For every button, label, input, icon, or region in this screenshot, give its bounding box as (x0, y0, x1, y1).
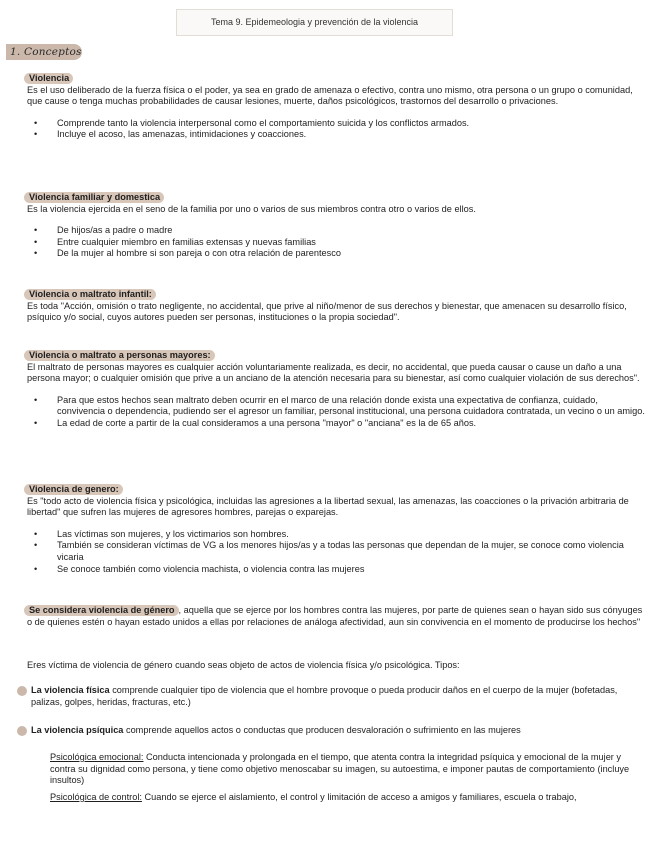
bullet-list (27, 395, 645, 430)
psicologica-emocional (50, 752, 630, 787)
control-text: Cuando se ejerce el aislamiento, el control y limitación de acceso a amigos y familiares, escuela o trabajo, (141, 792, 577, 802)
header-title: Tema 9. Epidemeologia y prevención de la violencia (210, 16, 419, 27)
section-title: Violencia o maltrato infantil: (24, 289, 156, 300)
section-title: Violencia familiar y domestica (24, 192, 164, 203)
bullet-list (27, 118, 645, 141)
section-violencia-familiar (27, 192, 645, 260)
violencia-psiquica-item (13, 725, 645, 737)
section-text (27, 605, 645, 628)
section-text: Es el uso deliberado de la fuerza física o el poder, ya sea en grado de amenaza o efectivo, contra uno mismo, otra persona o un grupo o comunidad, que cause o tenga muchas probabilidades de causar lesiones, muerte, daños psicológicos, trastornos del desarrollo o privaciones. (27, 84, 633, 107)
list-item: • Para que estos hechos sean maltrato deben ocurrir en el marco de una relación donde exista una expectativa de confianza, cuidado, convivencia o dependencia, pudiendo ser el agresor un familiar, personal institucional, una persona cuidadora contratada, un vecino o un amigo. (27, 395, 645, 418)
section-title: Violencia o maltrato a personas mayores: (24, 350, 215, 361)
bullet-dot-icon (17, 726, 27, 736)
bullet-list (27, 225, 645, 260)
chapter-heading: 1. Conceptos (6, 44, 82, 60)
list-item: • Incluye el acoso, las amenazas, intimidaciones y coacciones. (27, 129, 645, 141)
bullet-list (27, 529, 645, 575)
control-title: Psicológica de control: (50, 792, 142, 802)
section-violencia-genero (27, 484, 645, 575)
section-violencia (27, 73, 645, 141)
fisica-paragraph (31, 685, 645, 708)
psicologica-control (50, 792, 630, 804)
section-text: Es toda "Acción, omisión o trato negligente, no accidental, que prive al niño/menor de sus derechos y bienestar, que amenacen su desarrollo físico, psíquico y/o social, cuyos autores pueden ser personas, instituciones o la propia sociedad". (27, 300, 627, 323)
list-item: • Las víctimas son mujeres, y los victimarios son hombres. (27, 529, 645, 541)
violencia-fisica-item (13, 685, 645, 708)
section-text: Es "todo acto de violencia física y psicológica, incluidas las agresiones a la libertad sexual, las amenazas, las coacciones o la privación arbitraria de libertad" que sufren las mujeres de agresores hombres, parejas o exparejas. (27, 495, 629, 518)
section-title: Se considera violencia de género (24, 605, 179, 616)
section-maltrato-infantil (27, 289, 645, 324)
list-item: • También se consideran víctimas de VG a los menores hijos/as y a todas las personas que dependan de la mujer, se conoce como violencia vicaria (27, 540, 645, 563)
section-title: Violencia (24, 73, 73, 84)
document-header (176, 9, 453, 36)
emocional-paragraph (50, 752, 630, 787)
considera-text: , aquella que se ejerce por los hombres contra las mujeres, por parte de quienes sean o hayan sido sus cónyuges o de quienes estén o hayan estado unidos a ellas por relaciones de análoga afectividad, aun sin convivencia en el momento de producirse los hechos" (27, 605, 643, 627)
section-text: El maltrato de personas mayores es cualquier acción voluntariamente realizada, es decir, no accidental, que pueda causar o cause un daño a una persona mayor; o cualquier omisión que prive a un anciano de la atención necesaria para su bienestar, así como cualquier violación de sus derechos". (27, 361, 640, 384)
section-maltrato-mayores (27, 350, 645, 430)
tipos-text: Eres víctima de violencia de género cuando seas objeto de actos de violencia física y/o psicológica. Tipos: (27, 660, 460, 670)
list-item: • De la mujer al hombre si son pareja o con otra relación de parentesco (27, 248, 645, 260)
psiquica-title: La violencia psíquica (31, 725, 124, 735)
list-item: • Comprende tanto la violencia interpersonal como el comportamiento suicida y los conflictos armados. (27, 118, 645, 130)
tipos-intro (27, 660, 645, 672)
emocional-text: Conducta intencionada y prolongada en el tiempo, que atenta contra la integridad psíquica y emocional de la mujer y contra su dignidad como persona, y tiene como objetivo menoscabar su imagen, su autoestima, e imponer pautas de comportamiento (incluye insultos) (50, 752, 630, 786)
control-paragraph (50, 792, 630, 804)
fisica-text: comprende cualquier tipo de violencia que el hombre provoque o pueda producir daños en el cuerpo de la mujer (bofetadas, palizas, golpes, heridas, fracturas, etc.) (31, 685, 618, 707)
section-se-considera (27, 605, 645, 628)
list-item: • Entre cualquier miembro en familias extensas y nuevas familias (27, 237, 645, 249)
bullet-dot-icon (17, 686, 27, 696)
section-title: Violencia de genero: (24, 484, 123, 495)
list-item: • La edad de corte a partir de la cual consideramos a una persona "mayor" o "anciana" es la de 65 años. (27, 418, 645, 430)
psiquica-text: comprende aquellos actos o conductas que producen desvaloración o sufrimiento en las mujeres (123, 725, 521, 735)
section-text: Es la violencia ejercida en el seno de la familia por uno o varios de sus miembros contra otro o varios de ellos. (27, 203, 476, 214)
list-item: • Se conoce también como violencia machista, o violencia contra las mujeres (27, 564, 645, 576)
fisica-title: La violencia física (31, 685, 110, 695)
emocional-title: Psicológica emocional: (50, 752, 144, 762)
list-item: • De hijos/as a padre o madre (27, 225, 645, 237)
psiquica-paragraph (31, 725, 645, 737)
